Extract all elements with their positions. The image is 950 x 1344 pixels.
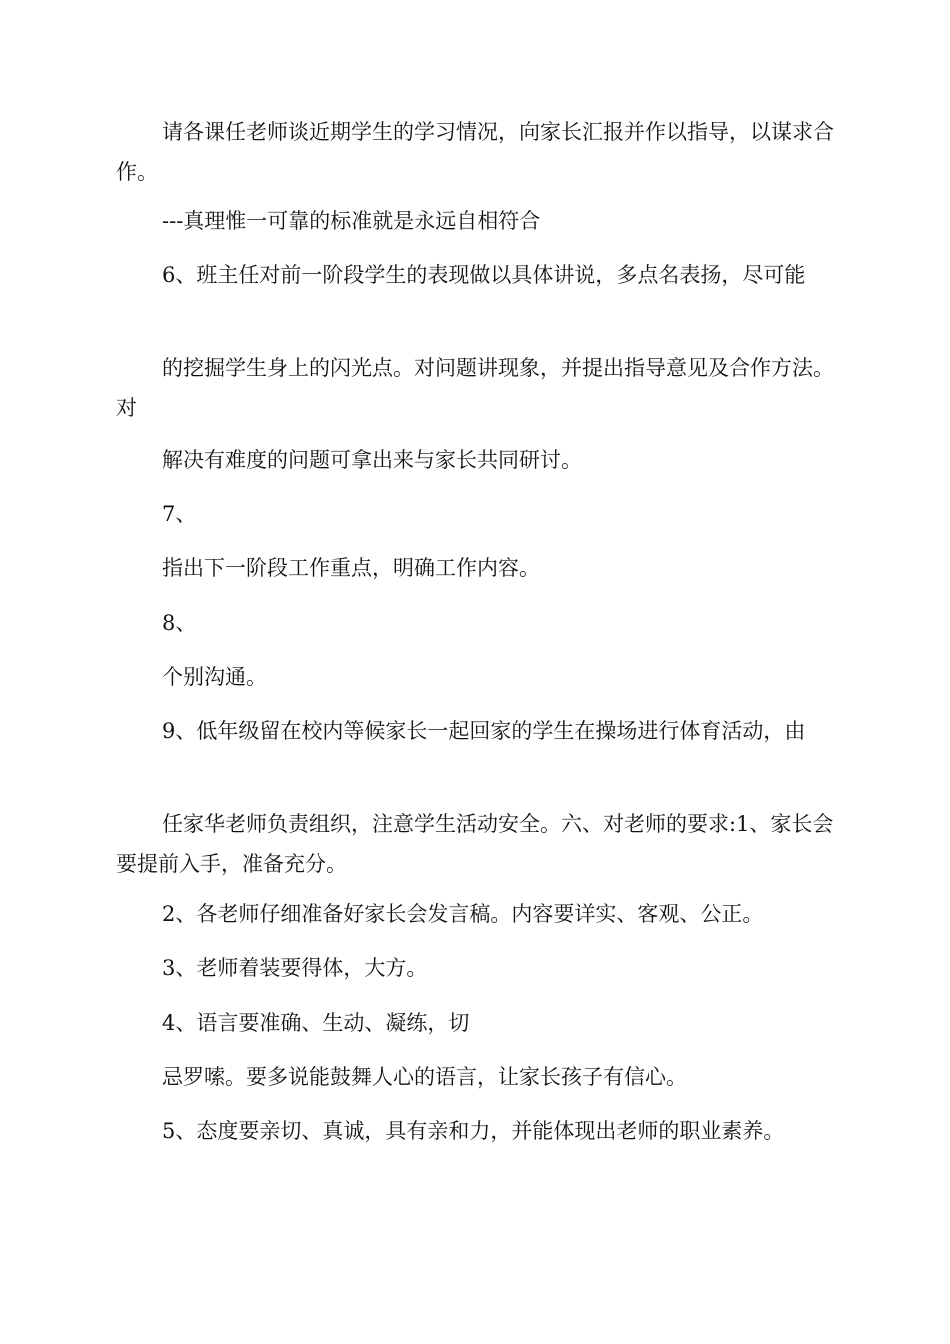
paragraph-10: 9、低年级留在校内等候家长一起回家的学生在操场进行体育活动，由 — [162, 719, 806, 743]
paragraph-13: 3、老师着装要得体，大方。 — [162, 956, 428, 980]
paragraph-4: 的挖掘学生身上的闪光点。对问题讲现象，并提出指导意见及合作方法。对 — [116, 356, 834, 420]
paragraph-1: 请各课任老师谈近期学生的学习情况，向家长汇报并作以指导，以谋求合作。 — [116, 120, 834, 184]
paragraph-16: 5、态度要亲切、真诚，具有亲和力，并能体现出老师的职业素养。 — [162, 1119, 785, 1143]
paragraph-3: 6、班主任对前一阶段学生的表现做以具体讲说，多点名表扬，尽可能 — [162, 263, 806, 287]
paragraph-9: 个别沟通。 — [162, 665, 267, 689]
paragraph-14: 4、语言要准确、生动、凝练，切 — [162, 1011, 470, 1035]
paragraph-5: 解决有难度的问题可拿出来与家长共同研讨。 — [162, 448, 582, 472]
paragraph-8: 8、 — [162, 611, 197, 635]
paragraph-11: 任家华老师负责组织，注意学生活动安全。六、对老师的要求:1、家长会要提前入手，准备充分。 — [116, 812, 834, 876]
paragraph-6: 7、 — [162, 502, 197, 526]
paragraph-12: 2、各老师仔细准备好家长会发言稿。内容要详实、客观、公正。 — [162, 902, 764, 926]
paragraph-2: ---真理惟一可靠的标准就是永远自相符合 — [162, 209, 541, 233]
paragraph-15: 忌罗嗦。要多说能鼓舞人心的语言，让家长孩子有信心。 — [162, 1065, 687, 1089]
paragraph-7: 指出下一阶段工作重点，明确工作内容。 — [162, 556, 540, 580]
